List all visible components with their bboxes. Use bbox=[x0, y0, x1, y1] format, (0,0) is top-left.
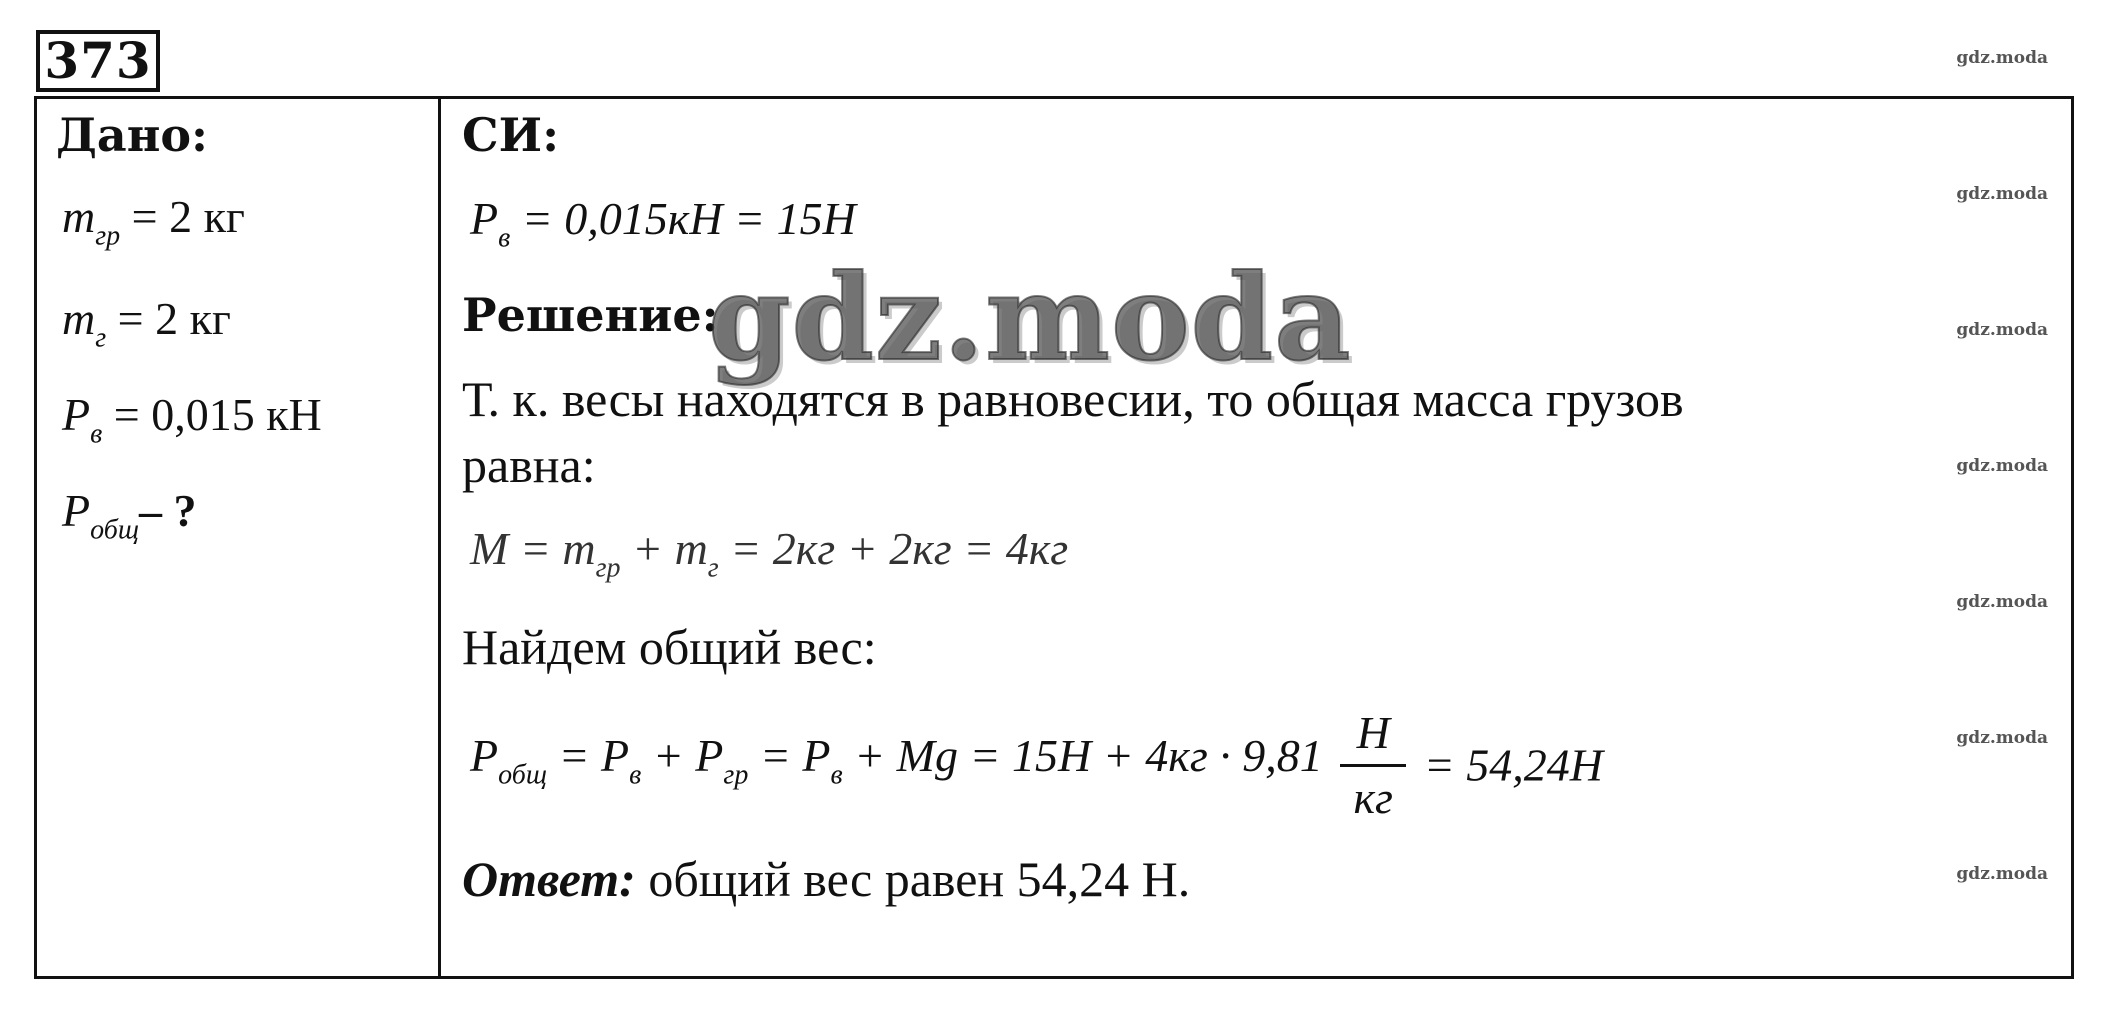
given-line: $m_{гр} = 2$ кг bbox=[62, 191, 245, 252]
watermark-small: gdz.moda bbox=[1956, 48, 2048, 68]
solution-text: Найдем общий вес: bbox=[462, 619, 877, 675]
column-divider bbox=[438, 96, 441, 979]
watermark-logo: gdz.moda bbox=[708, 248, 1352, 387]
problem-number: 373 bbox=[36, 30, 160, 92]
solution-text: Т. к. весы находятся в равновесии, то общая масса грузов bbox=[462, 371, 1684, 427]
given-line: $m_г = 2$ кг bbox=[62, 293, 231, 354]
solution-text: равна: bbox=[462, 437, 596, 493]
answer-label: Ответ: bbox=[462, 851, 636, 907]
watermark-small: gdz.moda bbox=[1956, 592, 2048, 612]
given-line: $P_в = 0,015$ кН bbox=[62, 389, 322, 450]
watermark-small: gdz.moda bbox=[1956, 864, 2048, 884]
watermark-small: gdz.moda bbox=[1956, 320, 2048, 340]
fraction: $\frac{Н}{кг}$ bbox=[1340, 702, 1406, 829]
watermark-small: gdz.moda bbox=[1956, 184, 2048, 204]
answer-text: общий вес равен 54,24 Н. bbox=[635, 851, 1191, 907]
watermark-small: gdz.moda bbox=[1956, 728, 2048, 748]
si-line: $P_в = 0,015кН = 15Н$ bbox=[470, 193, 856, 254]
si-heading: СИ: bbox=[462, 108, 560, 162]
solution-heading: Решение: bbox=[462, 288, 719, 342]
equation-weight: $P_{общ} = P_в + P_{гр} = P_в + Mg = 15Н + 4кг \cdot 9,81$ $\frac{Н}{кг}$ = 54,24Н bbox=[470, 702, 1603, 829]
given-line: $P_{общ}-$ ? bbox=[62, 485, 197, 546]
watermark-small: gdz.moda bbox=[1956, 456, 2048, 476]
equation-mass: $M = m_{гр} + m_г = 2кг + 2кг = 4кг$ bbox=[470, 523, 1069, 584]
given-heading: Дано: bbox=[56, 108, 209, 162]
answer-line bbox=[462, 850, 1190, 908]
